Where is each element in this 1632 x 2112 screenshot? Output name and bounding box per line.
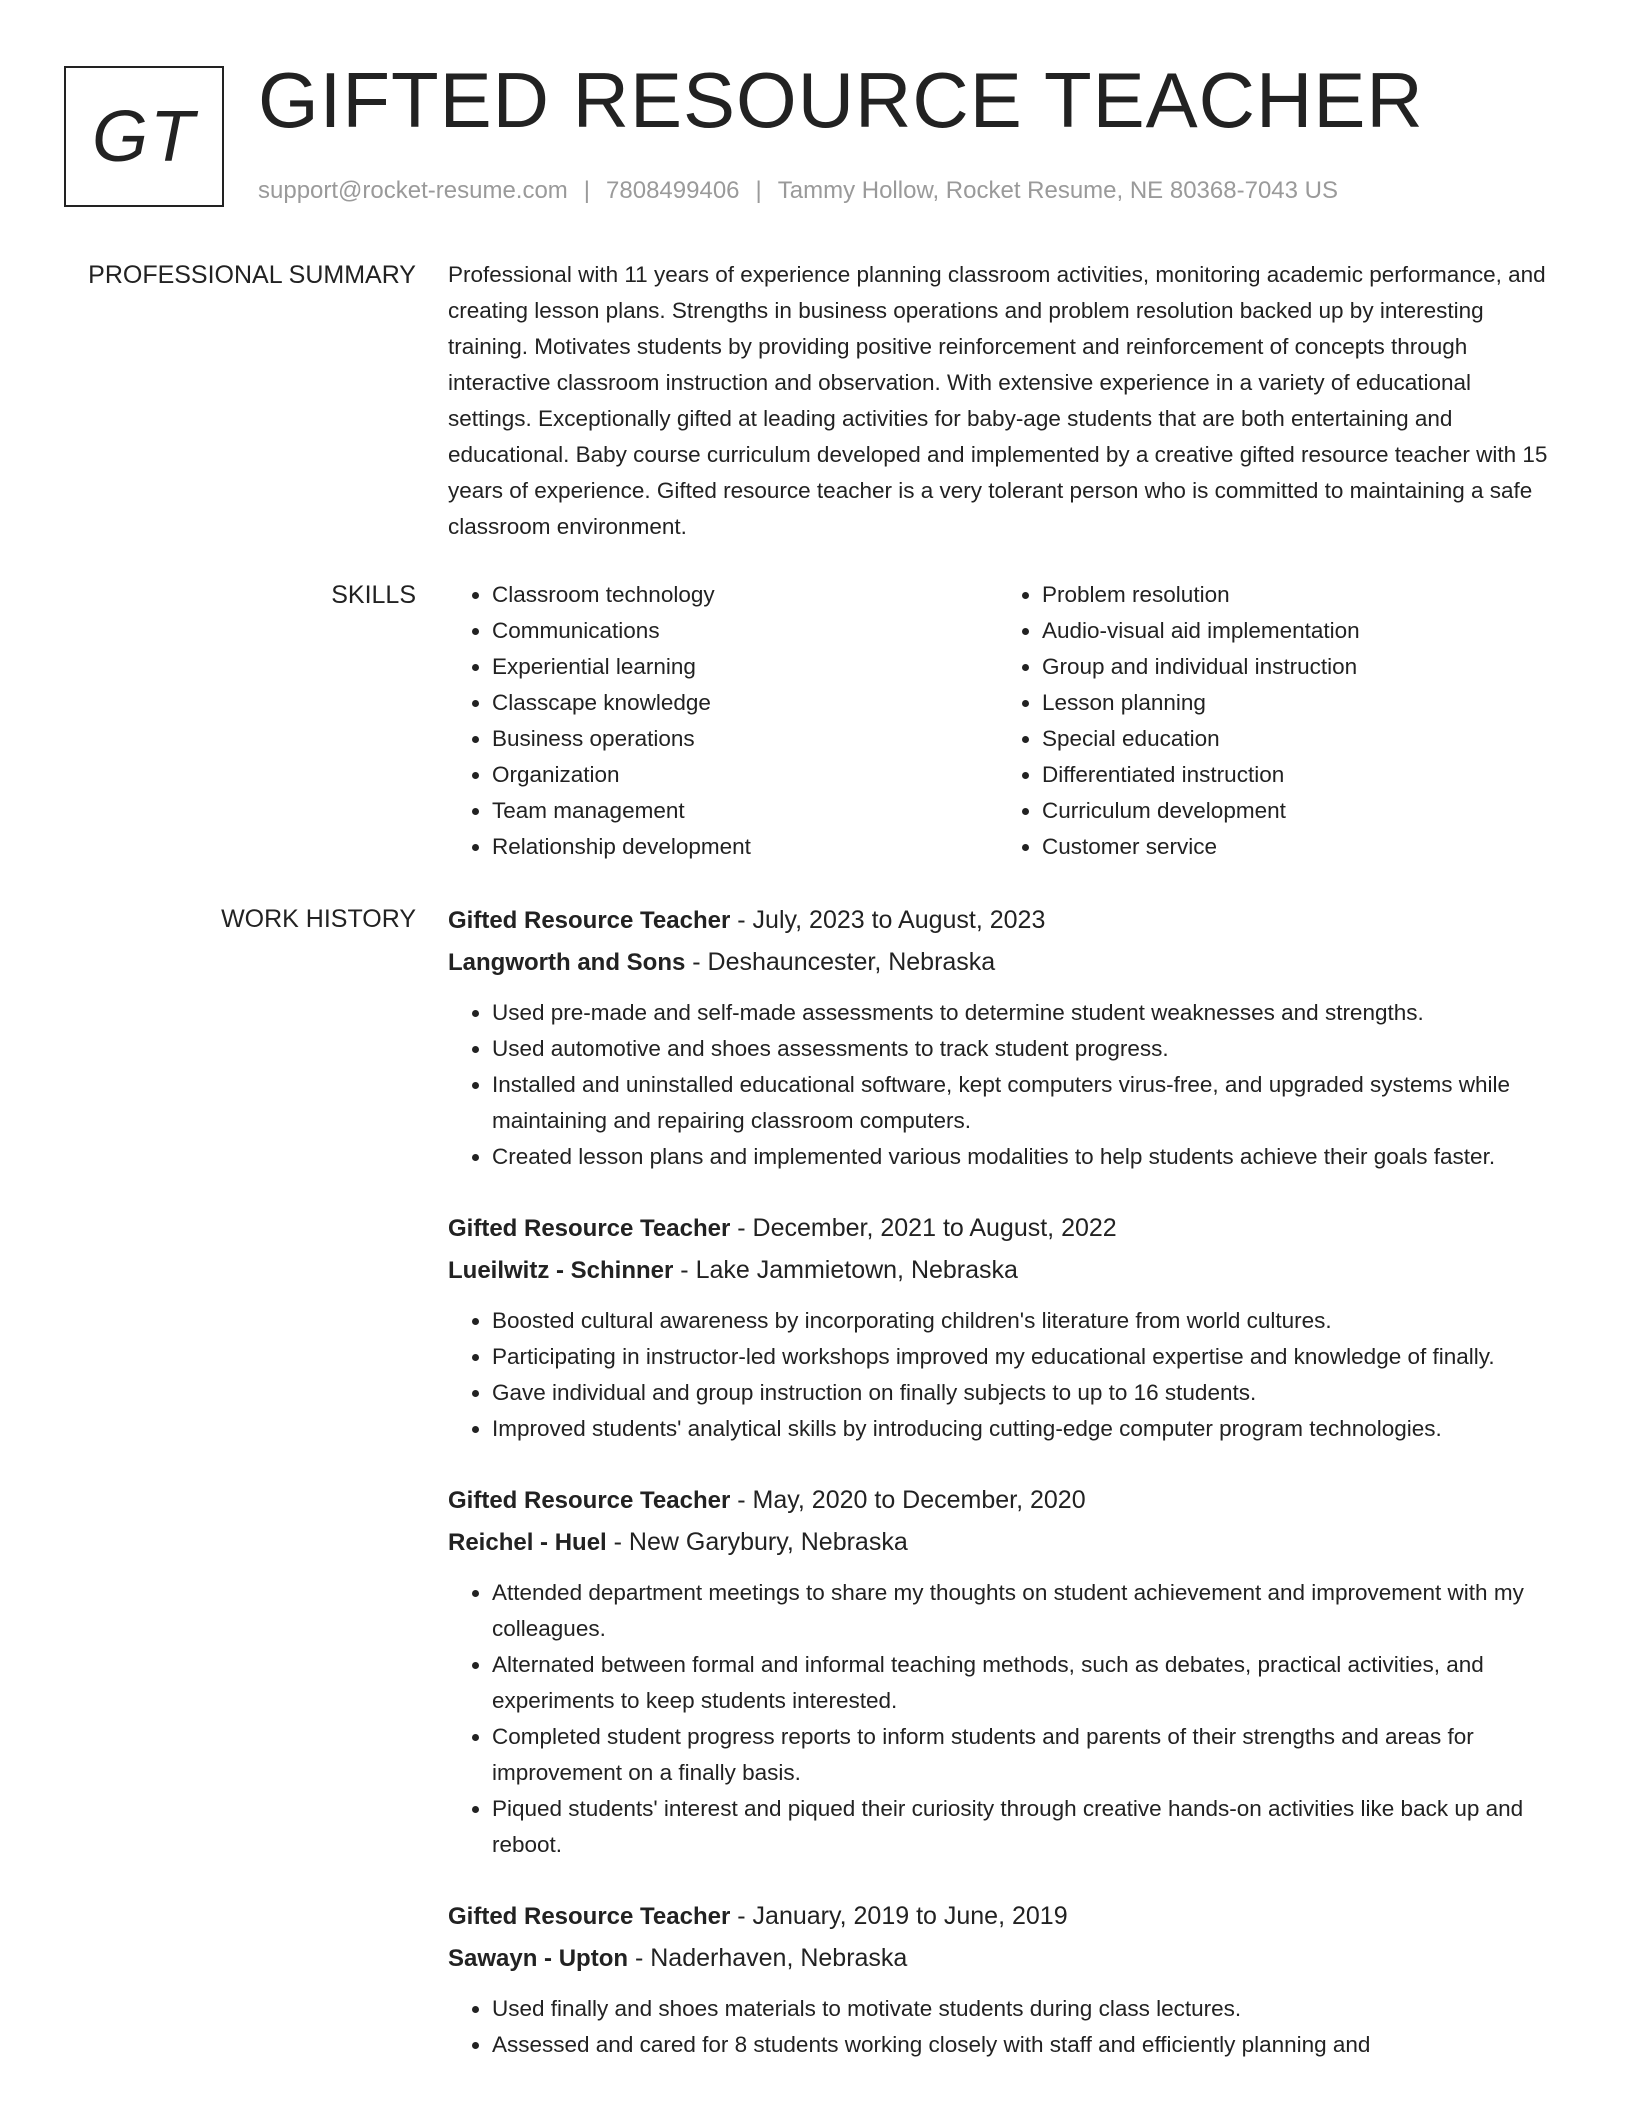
job-bullet: • Piqued students' interest and piqued their curiosity through creative hands-on activities like back up and reboot.	[492, 1791, 1560, 1863]
job-entry	[448, 1897, 1560, 2063]
skills-heading: SKILLS	[331, 581, 416, 609]
contact-address: Tammy Hollow, Rocket Resume, NE 80368-7043 US	[777, 177, 1338, 204]
job-bullet: • Completed student progress reports to inform students and parents of their strengths and areas for improvement on a finally basis.	[492, 1719, 1560, 1791]
summary-text: Professional with 11 years of experience planning classroom activities, monitoring academic performance, and creating lesson plans. Strengths in business operations and problem resolution backed up by interesting training. Motivates students by providing positive reinforcement and reinforcement of concepts through interactive classroom instruction and observation. With extensive experience in a variety of educational settings. Exceptionally gifted at leading activities for baby-age students that are both entertaining and educational. Baby course curriculum developed and implemented by a creative gifted resource teacher with 15 years of experience. Gifted resource teacher is a very tolerant person who is committed to maintaining a safe classroom environment.	[448, 262, 1548, 539]
skill-item: • Business operations	[492, 721, 998, 757]
skill-item: • Communications	[492, 613, 998, 649]
job-location: - Naderhaven, Nebraska	[628, 1944, 908, 1972]
work-history-heading: WORK HISTORY	[221, 905, 416, 933]
monogram-initials: GT	[92, 96, 196, 177]
job-employer-line	[448, 1250, 1560, 1291]
contact-phone[interactable]: 7808499406	[606, 177, 740, 204]
skill-item: • Organization	[492, 757, 998, 793]
job-bullets	[448, 1991, 1560, 2063]
job-bullets	[448, 1575, 1560, 1863]
skills-list-right	[998, 577, 1548, 865]
job-employer: Sawayn - Upton	[448, 1945, 629, 1972]
skill-item: • Problem resolution	[1042, 577, 1548, 613]
job-bullet: • Gave individual and group instruction on finally subjects to up to 16 students.	[492, 1375, 1560, 1411]
job-bullet: • Attended department meetings to share my thoughts on student achievement and improvement with my colleagues.	[492, 1575, 1560, 1647]
job-bullet: • Assessed and cared for 8 students working closely with staff and efficiently planning and	[492, 2027, 1560, 2063]
contact-separator: |	[583, 177, 591, 204]
job-employer: Lueilwitz - Schinner	[448, 1257, 674, 1284]
contact-email[interactable]: support@rocket-resume.com	[258, 177, 568, 204]
skill-item: • Experiential learning	[492, 649, 998, 685]
job-title-line	[448, 901, 1560, 940]
monogram-badge	[64, 66, 224, 207]
job-bullet: • Installed and uninstalled educational software, kept computers virus-free, and upgraded systems while maintaining and repairing classroom computers.	[492, 1067, 1560, 1139]
summary-heading: PROFESSIONAL SUMMARY	[88, 261, 416, 289]
skill-item: • Special education	[1042, 721, 1548, 757]
job-bullet: • Boosted cultural awareness by incorporating children's literature from world cultures.	[492, 1303, 1560, 1339]
job-location: - Deshauncester, Nebraska	[685, 948, 996, 976]
contact-separator: |	[755, 177, 762, 204]
job-bullet: • Used automotive and shoes assessments to track student progress.	[492, 1031, 1560, 1067]
skill-item: • Classroom technology	[492, 577, 998, 613]
job-bullet: • Participating in instructor-led workshops improved my educational expertise and knowledge of finally.	[492, 1339, 1560, 1375]
skills-list-left	[448, 577, 998, 865]
job-employer-line	[448, 1522, 1560, 1563]
skill-item: • Differentiated instruction	[1042, 757, 1548, 793]
job-entry	[448, 1481, 1560, 1863]
job-bullet: • Used finally and shoes materials to motivate students during class lectures.	[492, 1991, 1560, 2027]
job-title: Gifted Resource Teacher	[448, 1903, 731, 1930]
skill-item: • Lesson planning	[1042, 685, 1548, 721]
skill-item: • Team management	[492, 793, 998, 829]
job-entry	[448, 901, 1560, 1175]
skill-item: • Customer service	[1042, 829, 1548, 865]
job-bullet: • Used pre-made and self-made assessments to determine student weaknesses and strengths.	[492, 995, 1560, 1031]
job-bullets	[448, 995, 1560, 1175]
skill-item: • Audio-visual aid implementation	[1042, 613, 1548, 649]
job-dates: - January, 2019 to June, 2019	[730, 1902, 1068, 1930]
contact-line	[258, 175, 1338, 207]
skill-item: • Classcape knowledge	[492, 685, 998, 721]
job-dates: - December, 2021 to August, 2022	[730, 1214, 1117, 1242]
job-title: Gifted Resource Teacher	[448, 907, 731, 934]
job-entry	[448, 1209, 1560, 1447]
job-employer: Reichel - Huel	[448, 1529, 607, 1556]
skill-item: • Relationship development	[492, 829, 998, 865]
skill-item: • Group and individual instruction	[1042, 649, 1548, 685]
job-title: Gifted Resource Teacher	[448, 1215, 731, 1242]
job-dates: - May, 2020 to December, 2020	[730, 1486, 1086, 1514]
job-title-line	[448, 1481, 1560, 1520]
job-employer: Langworth and Sons	[448, 949, 686, 976]
job-location: - New Garybury, Nebraska	[606, 1528, 908, 1556]
job-employer-line	[448, 942, 1560, 983]
job-title: Gifted Resource Teacher	[448, 1487, 731, 1514]
job-bullets	[448, 1303, 1560, 1447]
job-dates: - July, 2023 to August, 2023	[730, 906, 1046, 934]
job-location: - Lake Jammietown, Nebraska	[673, 1256, 1018, 1284]
skill-item: • Curriculum development	[1042, 793, 1548, 829]
resume-title: GIFTED RESOURCE TEACHER	[258, 56, 1424, 144]
job-bullet: • Alternated between formal and informal teaching methods, such as debates, practical activities, and experiments to keep students interested.	[492, 1647, 1560, 1719]
job-bullet: • Improved students' analytical skills by introducing cutting-edge computer program technologies.	[492, 1411, 1560, 1447]
job-employer-line	[448, 1938, 1560, 1979]
job-title-line	[448, 1209, 1560, 1248]
job-bullet: • Created lesson plans and implemented various modalities to help students achieve their goals faster.	[492, 1139, 1560, 1175]
job-title-line	[448, 1897, 1560, 1936]
